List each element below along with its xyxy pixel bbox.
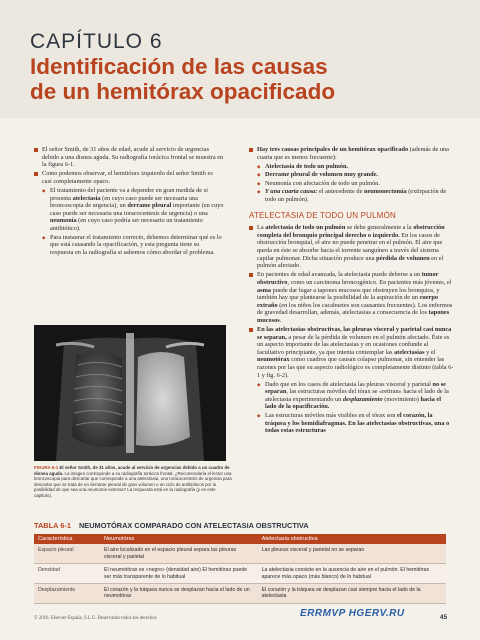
site-watermark: ERRMVP HGERV.RU <box>300 608 405 619</box>
table-row <box>34 584 446 604</box>
comparison-table <box>34 534 446 604</box>
table-number: TABLA 6-1 <box>34 521 71 530</box>
table-cell: El neumotórax es «negro» (densidad aire) El hemitórax puede ser más transparente de lo habitual <box>100 564 258 584</box>
table-header-cell: Neumotórax <box>100 534 258 544</box>
table-title <box>34 521 309 530</box>
cause-item: ◆ Derrame pleural de volumen muy grande. <box>249 171 454 179</box>
table-cell: Espacio pleural <box>34 544 100 563</box>
paragraph-intro: El señor Smith, de 31 años de edad, acude al servicio de urgencias debido a una disnea aguda. Su radiografía torácica frontal se muestra en la figura 6-1. <box>34 146 224 169</box>
section-heading: ATELECTASIA DE TODO UN PULMÓN <box>249 210 397 220</box>
cause-item: ◆ Neumonía con afectación de todo un pulmón. <box>249 180 454 188</box>
chest-xray-image <box>34 325 226 461</box>
left-column <box>34 146 224 257</box>
table-row <box>34 544 446 563</box>
paragraph-pleura: En las atelectasias obstructivas, las pleuras visceral y parietal casi nunca se separan, a pesar de la pérdida de volumen en el pulmón afectado. Éste es un aspecto importante de las atelectasias y en ocasiones confunde al facultativo principiante, ya que intenta contemplar las atelectasias y el neumotórax como cuadros que causan colapso pulmonar, sin entender las razones por las que su aspecto radiológico es completamente distinto (tabla 6-1 y fig. 6-2). <box>249 326 454 379</box>
paragraph-causes: Hay tres causas principales de un hemitórax opacificado (además de una cuarta que es menos frecuente): <box>249 146 454 161</box>
figure-caption <box>34 465 234 499</box>
figure-caption-text: La imagen corresponde a su radiografía torácica frontal. ¿Recomendaría el lector una broncoscopia para descartar que corresponde a una atelectasia, una toracocentesis de urgencia para descartar que se trata de un derrame pleural de gran volumen o un ciclo de antibióticos por la posibilidad de que sea una neumonía extensa? La respuesta está en la radiografía (y en este capítulo). <box>34 470 232 498</box>
figure-label: FIGURA 6-1 <box>34 465 59 470</box>
table-cell: Las pleuras visceral y parietal no se separan <box>258 544 446 563</box>
table-cell: La atelectasia consiste en la ausencia de aire en el pulmón. El hemitórax aparece más opaco (más blanco) de lo habitual <box>258 564 446 584</box>
table-cell: El corazón y la tráquea se desplazan casi siempre hacia el lado de la atelectasia <box>258 584 446 604</box>
table-header-cell: Característica <box>34 534 100 544</box>
sub-treatment: ◆ El tratamiento del paciente va a depender en gran medida de si presenta atelectasia (en cuyo caso puede ser necesaria una broncoscopia de urgencia), un derrame pleural importante (en cuyo caso puede ser necesaria una toracocentesis de urgencia) o una neumonía (en cuyo caso podría ser necesario un tratamiento antibiótico). <box>34 187 224 233</box>
sub-approach: ◆ Para instaurar el tratamiento correcto, debemos determinar qué es lo que está causando la opacificación, y esta pregunta tiene su respuesta en la radiografía si sabemos cómo abordar el problema. <box>34 234 224 257</box>
copyright-text: © 2016. Elsevier España, S.L.U. Reservados todos los derechos <box>34 616 157 621</box>
table-cell: El aire localizado en el espacio pleural separa las pleuras visceral y parietal <box>100 544 258 563</box>
paragraph-obstruction: La atelectasia de todo un pulmón se debe generalmente a la obstrucción completa del bronquio principal derecho o izquierdo. En los casos de obstrucción bronquial, el aire no puede penetrar en el pulmón. El aire que queda en éste se absorbe hacia el torrente sanguíneo a través del sistema capilar pulmonar. Dicha situación produce una pérdida de volumen en el pulmón afectado. <box>249 224 454 270</box>
chapter-title <box>30 54 450 104</box>
cause-item: ◆ Atelectasia de todo un pulmón. <box>249 163 454 171</box>
title-line-1: Identificación de las causas <box>30 54 328 79</box>
table-header-row <box>34 534 446 544</box>
title-line-2: de un hemitórax opacificado <box>30 79 336 104</box>
chest-xray-figure <box>34 325 226 461</box>
table-row <box>34 564 446 584</box>
paragraph-causes-age: En pacientes de edad avanzada, la atelectasia puede deberse a un tumor obstructivo, como un carcinoma broncogénico. En pacientes más jóvenes, el asma puede dar lugar a tapones mucosos que obstruyen los bronquios, y también hay que plantearse la posibilidad de la aspiración de un cuerpo extraño (en los niños los cacahuetes son causantes frecuentes). Los enfermos de gravedad desarrollan, además, atelectasias a consecuencia de los tapones mucosos. <box>249 271 454 324</box>
paragraph-opaque: Como podemos observar, el hemitórax izquierdo del señor Smith es casi completamente opaco. <box>34 170 224 185</box>
right-column <box>249 146 454 436</box>
table-cell: Densidad <box>34 564 100 584</box>
page-number: 45 <box>440 614 448 621</box>
sub-structures: ◆ Las estructuras móviles más visibles en el tórax son el corazón, la tráquea y los hemidiafragmas. En las atelectasias obstructivas, una o todas estas estructuras <box>249 412 454 435</box>
figure-caption-bold: El señor Smith, de 31 años, acude al servicio de urgencias debido a un cuadro de disnea aguda. <box>34 465 230 476</box>
table-cell: Desplazamiento <box>34 584 100 604</box>
table-title-text: NEUMOTÓRAX COMPARADO CON ATELECTASIA OBSTRUCTIVA <box>78 521 309 530</box>
sub-displacement: ◆ Dado que en los casos de atelectasia las pleuras visceral y parietal no se separan, las estructuras móviles del tórax se «retiran» hacia el lado de la atelectasia experimentando un desplazamiento (movimiento) hacia el lado de la opacificación. <box>249 381 454 411</box>
chapter-label: CAPÍTULO 6 <box>30 30 163 53</box>
table-header-cell: Atelectasia obstructiva <box>258 534 446 544</box>
table-cell: El corazón y la tráquea nunca se desplazan hacia el lado de un neumotórax <box>100 584 258 604</box>
cause-item-fourth: ◆ Y una cuarta causa: el antecedente de neumonectomía (extirpación de todo un pulmón). <box>249 188 454 203</box>
